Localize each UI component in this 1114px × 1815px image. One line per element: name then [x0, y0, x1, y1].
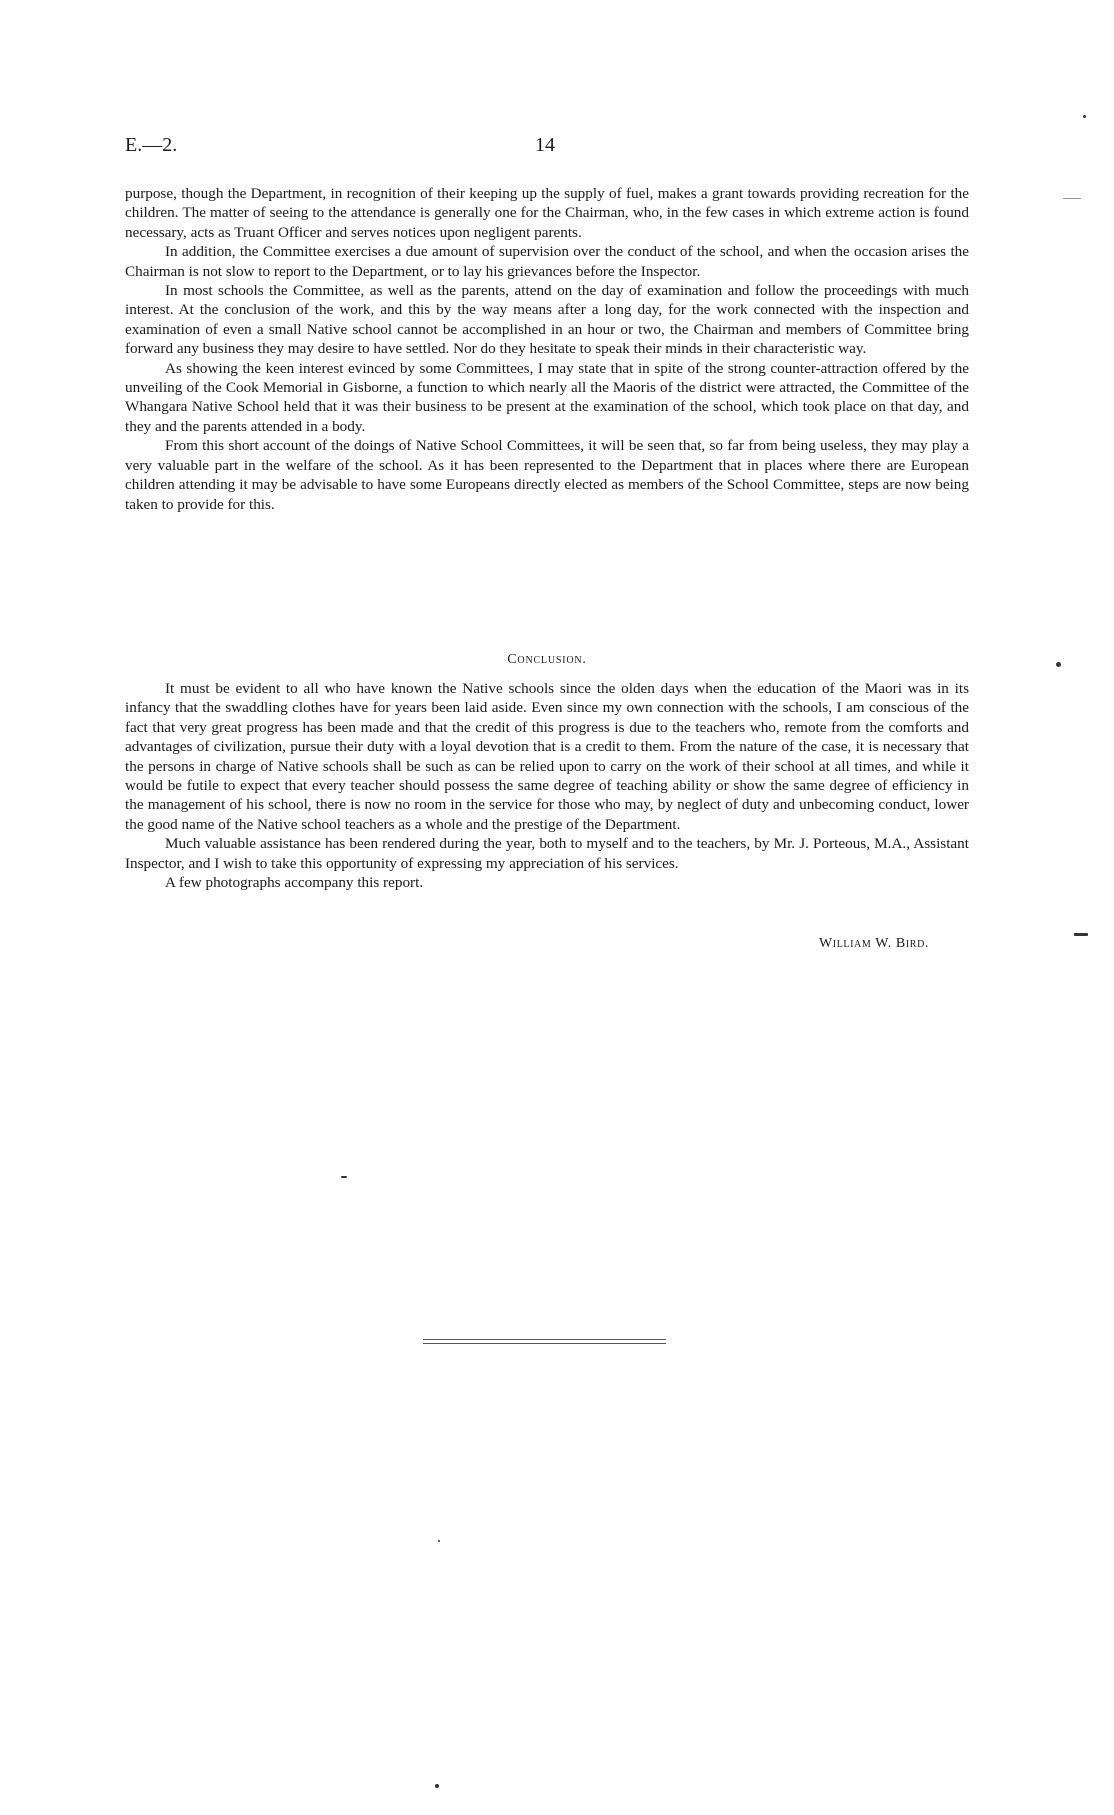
scan-speck [435, 1784, 439, 1788]
scan-speck [1063, 198, 1081, 199]
conclusion-heading: Conclusion. [507, 652, 587, 667]
report-body [125, 184, 969, 514]
paragraph: It must be evident to all who have known the Native schools since the olden days when the education of the Maori was in its infancy that the swaddling clothes have for years been laid aside. Even since my own connection with the schools, I am conscious of the fact that very great progress has been made and that the credit of this progress is due to the teachers who, remote from the comforts and advantages of civilization, pursue their duty with a loyal devotion that is a credit to them. From the nature of the case, it is necessary that the persons in charge of Native schools shall be such as can be relied upon to carry on the work of their school at all times, and while it would be futile to expect that every teacher should possess the same degree of teaching ability or show the same degree of efficiency in the management of his school, there is now no room in the service for those who may, by neglect of duty and unbecoming conduct, lower the good name of the Native school teachers as a whole and the prestige of the Department. [125, 680, 969, 833]
end-rule [423, 1343, 666, 1344]
scan-speck [341, 1176, 347, 1178]
paragraph: In addition, the Committee exercises a due amount of supervision over the conduct of the school, and when the occasion arises the Chairman is not slow to report to the Department, or to lay his grievances before the Inspector. [125, 243, 969, 280]
end-rule [423, 1339, 666, 1340]
conclusion-body [125, 679, 969, 892]
scan-speck [1083, 115, 1086, 118]
page-header [125, 134, 970, 164]
document-reference: E.—2. [125, 134, 178, 156]
paragraph: From this short account of the doings of Native School Committees, it will be seen that, so far from being useless, they may play a very valuable part in the welfare of the school. As it has been represented to the Department that in places where there are European children attending it may be advisable to have some Europeans directly elected as members of the School Committee, steps are now being taken to provide for this. [125, 437, 969, 513]
signature: William W. Bird. [818, 936, 929, 951]
page-number: 14 [535, 134, 555, 156]
scan-speck [1074, 933, 1088, 936]
paragraph-continuation: purpose, though the Department, in recognition of their keeping up the supply of fuel, makes a grant towards providing recreation for the children. The matter of seeing to the attendance is generally one for the Chairman, who, in the few cases in which extreme action is found necessary, acts as Truant Officer and serves notices upon negligent parents. [125, 185, 969, 241]
paragraph: In most schools the Committee, as well as the parents, attend on the day of examination and follow the proceedings with much interest. At the conclusion of the work, and this by the way means after a long day, for the work connected with the inspection and examination of even a small Native school cannot be accomplished in an hour or two, the Chairman and members of Committee bring forward any business they may desire to have settled. Nor do they hesitate to speak their minds in their characteristic way. [125, 282, 969, 358]
scan-speck [1056, 662, 1061, 667]
scan-speck [438, 1540, 440, 1542]
paragraph: Much valuable assistance has been rendered during the year, both to myself and to the teachers, by Mr. J. Porteous, M.A., Assistant Inspector, and I wish to take this opportunity of expressing my appreciation of his services. [125, 835, 969, 872]
paragraph: A few photographs accompany this report. [165, 874, 424, 892]
paragraph: As showing the keen interest evinced by some Committees, I may state that in spite of the strong counter-attraction offered by the unveiling of the Cook Memorial in Gisborne, a function to which nearly all the Maoris of the district were attracted, the Committee of the Whangara Native School held that it was their business to be present at the examination of the school, which took place on that day, and they and the parents attended in a body. [125, 359, 969, 435]
